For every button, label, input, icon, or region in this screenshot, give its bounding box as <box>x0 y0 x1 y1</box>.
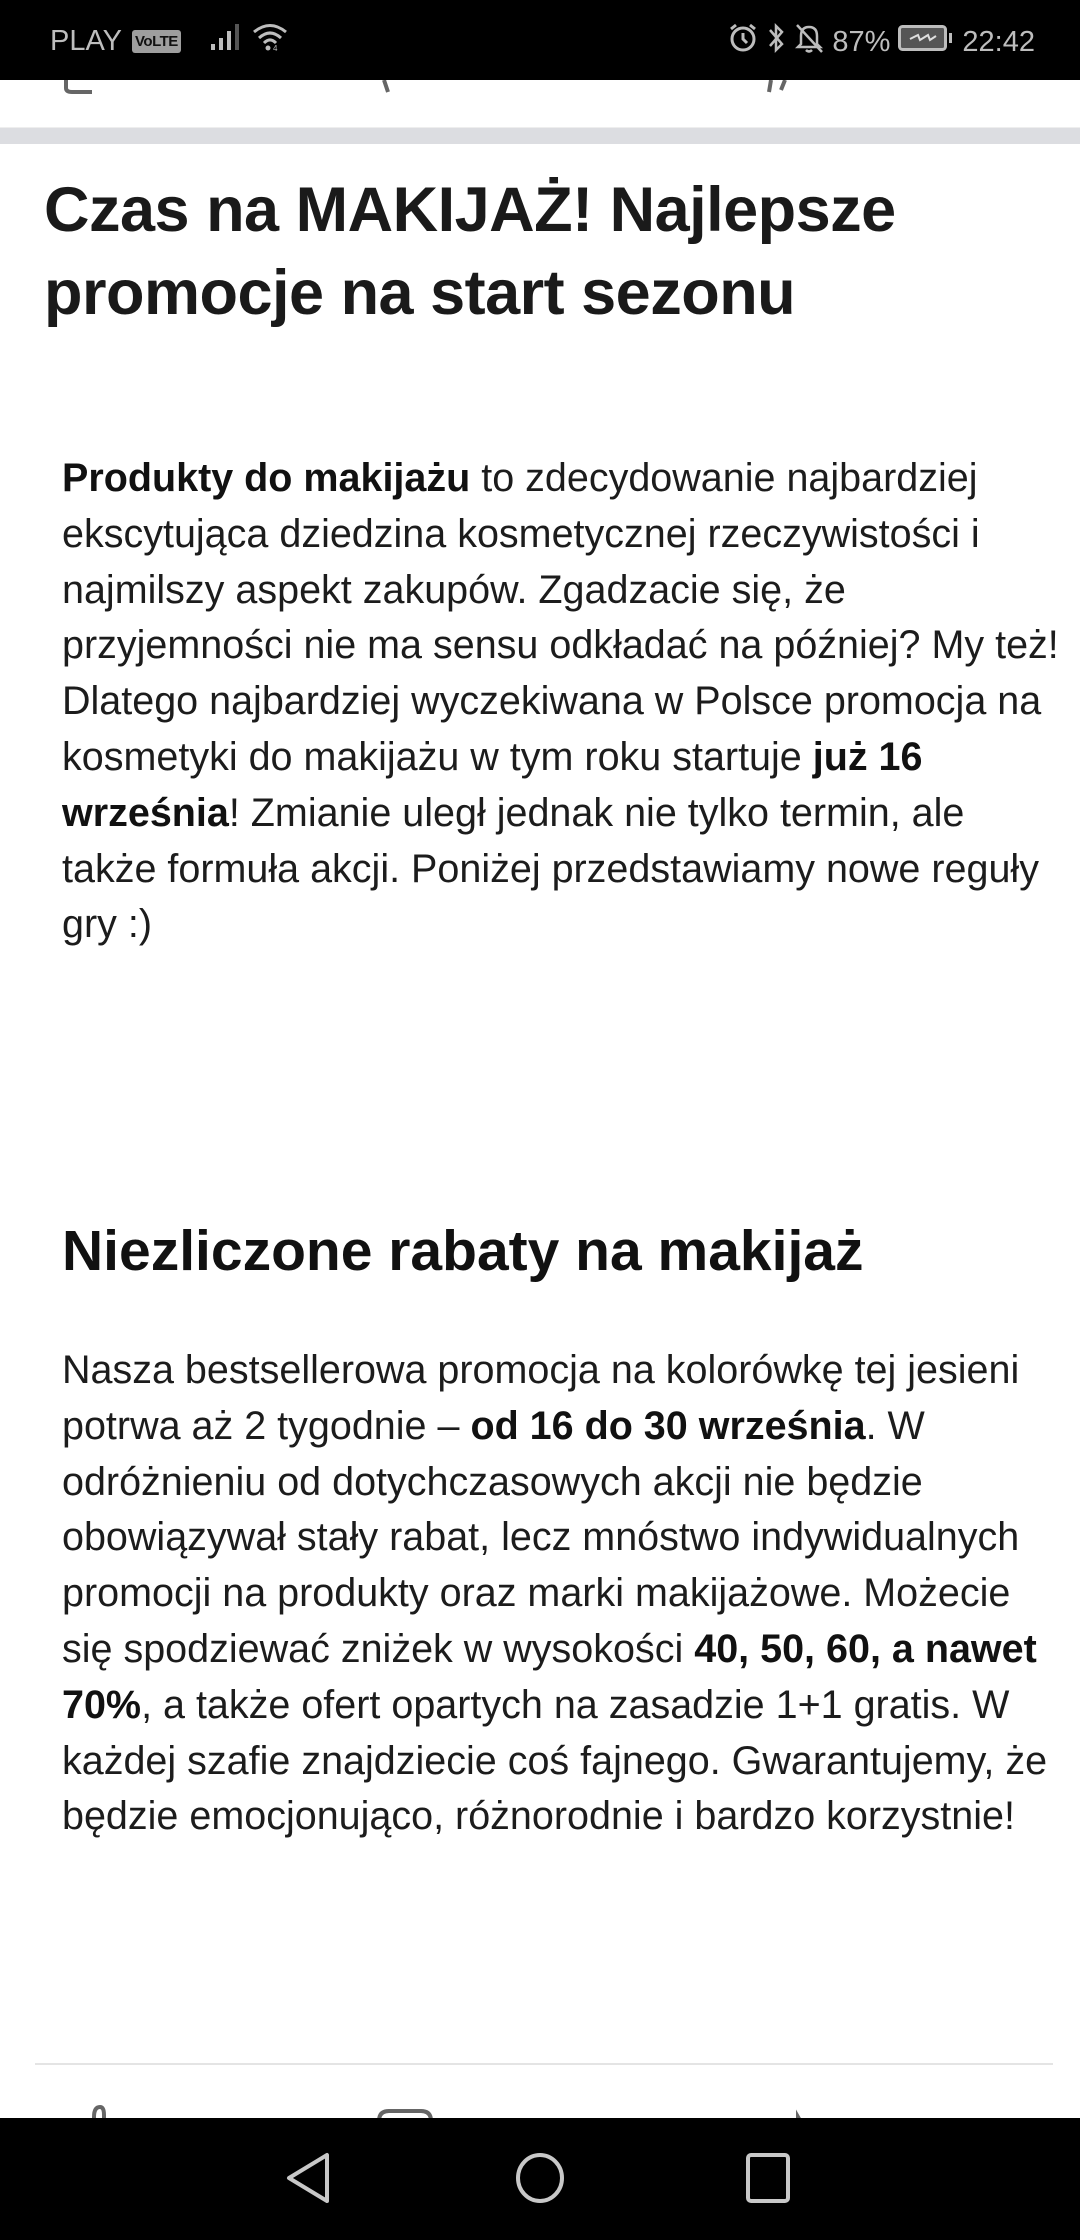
share-icon <box>790 2105 820 2118</box>
article-paragraph-1 <box>62 451 1062 953</box>
text-segment: ! Zmianie uległ jednak nie tylko termin, ale także formuła akcji. Poniżej przedstawiamy nowe reguły gry :) <box>62 790 1039 947</box>
text-segment: Nasza bestsellerowa promocja na kolorówkę tej jesieni potrwa aż 2 tygodnie – <box>62 1348 1020 1448</box>
signal-bars-icon <box>209 22 243 60</box>
carrier-name: PLAY <box>50 24 123 57</box>
thumbs-up-icon <box>88 2105 118 2118</box>
partial-share-icon <box>380 80 400 94</box>
recents-button[interactable] <box>738 2148 798 2208</box>
back-triangle-icon <box>283 2151 333 2205</box>
comment-icon <box>375 2105 435 2118</box>
post-separator <box>0 127 1080 144</box>
alarm-icon <box>728 23 758 61</box>
section-heading: Niezliczone rabaty na makijaż <box>62 1219 864 1283</box>
text-segment: , a także ofert opartych na zasadzie 1+1 gratis. W każdej szafie znajdziecie coś fajnego. Gwarantujemy, że będzie emocjonująco, różnorodnie i bardzo korzystnie! <box>62 1682 1048 1839</box>
battery-percent: 87% <box>832 25 891 58</box>
share-button[interactable] <box>790 2105 820 2118</box>
battery-charging-icon <box>898 23 954 61</box>
notifications-off-icon <box>794 22 824 62</box>
home-circle-icon <box>513 2151 567 2205</box>
status-right <box>728 22 1035 62</box>
article-title: Czas na MAKIJAŻ! Najlepsze promocje na start sezonu <box>44 175 896 328</box>
text-bold: 40, 50, 60, a nawet 70% <box>62 1626 1037 1727</box>
comment-button[interactable] <box>375 2105 435 2118</box>
back-button[interactable] <box>278 2148 338 2208</box>
bluetooth-icon <box>766 22 786 62</box>
post-action-bar <box>0 2065 1080 2118</box>
clock-time: 22:42 <box>962 25 1035 58</box>
recents-square-icon <box>743 2151 793 2205</box>
article-paragraph-2 <box>62 1343 1062 1845</box>
text-bold: już 16 września <box>62 734 923 835</box>
text-bold: Produkty do makijażu <box>62 456 471 500</box>
home-button[interactable] <box>510 2148 570 2208</box>
navigation-bar <box>0 2118 1080 2240</box>
svg-text:4: 4 <box>272 44 278 52</box>
text-bold: od 16 do 30 września <box>470 1403 866 1448</box>
previous-post-action-strip <box>0 80 1080 128</box>
text-segment: to zdecydowanie najbardziej ekscytująca dziedzina kosmetycznej rzeczywistości i najmilszy aspekt zakupów. Zgadzacie się, że przyjemności nie ma sensu odkładać na później? My też! Dlatego najbardziej wyczekiwana w Polsce promocja na kosmetyki do makijażu w tym roku startuje <box>62 456 1059 779</box>
status-bar <box>0 0 1080 80</box>
text-segment: . W odróżnieniu od dotychczasowych akcji nie będzie obowiązywał stały rabat, lecz mnóstwo indywidualnych promocji na produkty oraz marki makijażowe. Możecie się spodziewać zniżek w wysokości <box>62 1403 1020 1671</box>
status-left <box>50 22 289 60</box>
like-button[interactable] <box>88 2105 118 2118</box>
wifi-icon <box>251 22 289 60</box>
partial-icon <box>765 80 805 94</box>
volte-badge: VoLTE <box>132 30 181 53</box>
partial-comment-icon <box>62 80 122 94</box>
